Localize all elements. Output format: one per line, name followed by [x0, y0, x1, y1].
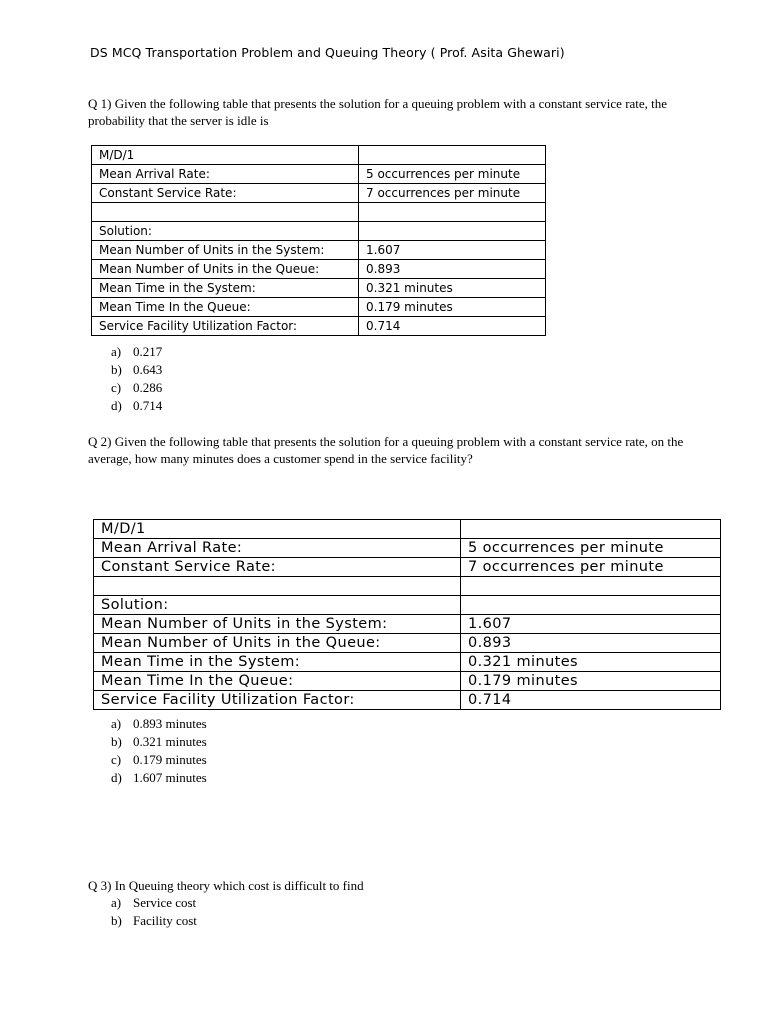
table-row — [92, 298, 546, 317]
option-text: Facility cost — [133, 913, 197, 928]
table-row — [92, 279, 546, 298]
table-cell-label: Solution: — [92, 222, 359, 241]
table-cell-value: 7 occurrences per minute — [359, 184, 546, 203]
table-cell-value: 1.607 — [461, 615, 721, 634]
answer-option — [111, 912, 197, 930]
option-letter: a) — [111, 716, 122, 731]
table-cell-label: Mean Time in the System: — [92, 279, 359, 298]
answer-option — [111, 715, 207, 733]
table-cell-label — [92, 203, 359, 222]
answer-option — [111, 397, 162, 415]
table-cell-label: Mean Time In the Queue: — [92, 298, 359, 317]
option-letter: a) — [111, 895, 122, 910]
table-row — [94, 615, 721, 634]
option-letter: c) — [111, 380, 122, 395]
table-cell-label: Mean Time in the System: — [94, 653, 461, 672]
table-cell-label: M/D/1 — [92, 146, 359, 165]
table-cell-label: Mean Time In the Queue: — [94, 672, 461, 691]
table-cell-label: Solution: — [94, 596, 461, 615]
option-text: 0.321 minutes — [133, 734, 207, 749]
table-cell-label — [94, 577, 461, 596]
answer-option — [111, 751, 207, 769]
option-text: 1.607 minutes — [133, 770, 207, 785]
table-cell-value — [461, 520, 721, 539]
table-row — [94, 577, 721, 596]
table-row — [92, 260, 546, 279]
question-1-text: Q 1) Given the following table that presents the solution for a queuing problem with a constant service rate, the probability that the server is idle is — [88, 96, 668, 128]
table-cell-value: 0.714 — [461, 691, 721, 710]
table-row — [92, 146, 546, 165]
option-letter: d) — [111, 770, 122, 785]
option-text: 0.179 minutes — [133, 752, 207, 767]
table-cell-value: 0.179 minutes — [359, 298, 546, 317]
table-row — [92, 241, 546, 260]
question-3-text: Q 3) In Queuing theory which cost is difficult to find — [88, 878, 364, 893]
table-cell-label: M/D/1 — [94, 520, 461, 539]
answer-option — [111, 379, 162, 397]
table-cell-value — [359, 203, 546, 222]
option-letter: c) — [111, 752, 122, 767]
question-1-options — [111, 343, 162, 415]
option-letter: b) — [111, 913, 122, 928]
table-row — [94, 691, 721, 710]
answer-option — [111, 733, 207, 751]
table-row — [92, 317, 546, 336]
table-cell-value: 0.893 — [461, 634, 721, 653]
option-letter: d) — [111, 398, 122, 413]
question-2-options — [111, 715, 207, 787]
table-cell-value: 0.893 — [359, 260, 546, 279]
table-cell-value: 5 occurrences per minute — [359, 165, 546, 184]
table-row — [94, 596, 721, 615]
answer-option — [111, 769, 207, 787]
table-cell-label: Service Facility Utilization Factor: — [92, 317, 359, 336]
table-cell-value: 5 occurrences per minute — [461, 539, 721, 558]
table-cell-value: 0.714 — [359, 317, 546, 336]
option-letter: b) — [111, 734, 122, 749]
table-cell-value — [461, 596, 721, 615]
table-row — [94, 558, 721, 577]
table-row — [94, 653, 721, 672]
option-text: 0.286 — [133, 380, 163, 395]
table-row — [94, 672, 721, 691]
question-1-table — [91, 145, 546, 336]
table-cell-value — [461, 577, 721, 596]
question-2-table — [93, 519, 721, 710]
table-cell-label: Service Facility Utilization Factor: — [94, 691, 461, 710]
table-cell-label: Mean Arrival Rate: — [92, 165, 359, 184]
table-cell-value — [359, 222, 546, 241]
table-cell-label: Mean Arrival Rate: — [94, 539, 461, 558]
table-cell-value — [359, 146, 546, 165]
table-row — [94, 539, 721, 558]
document-header: DS MCQ Transportation Problem and Queuing Theory ( Prof. Asita Ghewari) — [90, 45, 565, 60]
table-cell-value: 1.607 — [359, 241, 546, 260]
option-text: 0.714 — [133, 398, 163, 413]
answer-option — [111, 894, 197, 912]
option-letter: b) — [111, 362, 122, 377]
table-cell-label: Constant Service Rate: — [92, 184, 359, 203]
table-row — [92, 165, 546, 184]
table-row — [94, 520, 721, 539]
table-row — [94, 634, 721, 653]
table-cell-value: 0.321 minutes — [461, 653, 721, 672]
option-text: 0.643 — [133, 362, 163, 377]
option-letter: a) — [111, 344, 122, 359]
table-cell-label: Mean Number of Units in the System: — [94, 615, 461, 634]
table-cell-label: Constant Service Rate: — [94, 558, 461, 577]
table-row — [92, 222, 546, 241]
table-cell-label: Mean Number of Units in the Queue: — [92, 260, 359, 279]
table-row — [92, 184, 546, 203]
table-cell-value: 0.321 minutes — [359, 279, 546, 298]
table-cell-value: 7 occurrences per minute — [461, 558, 721, 577]
option-text: 0.893 minutes — [133, 716, 207, 731]
table-cell-value: 0.179 minutes — [461, 672, 721, 691]
option-text: 0.217 — [133, 344, 163, 359]
table-cell-label: Mean Number of Units in the Queue: — [94, 634, 461, 653]
option-text: Service cost — [133, 895, 197, 910]
answer-option — [111, 343, 162, 361]
answer-option — [111, 361, 162, 379]
question-3-options — [111, 894, 197, 930]
question-2-text: Q 2) Given the following table that presents the solution for a queuing problem with a constant service rate, on the average, how many minutes does a customer spend in the service facility? — [88, 434, 684, 466]
table-cell-label: Mean Number of Units in the System: — [92, 241, 359, 260]
table-row — [92, 203, 546, 222]
